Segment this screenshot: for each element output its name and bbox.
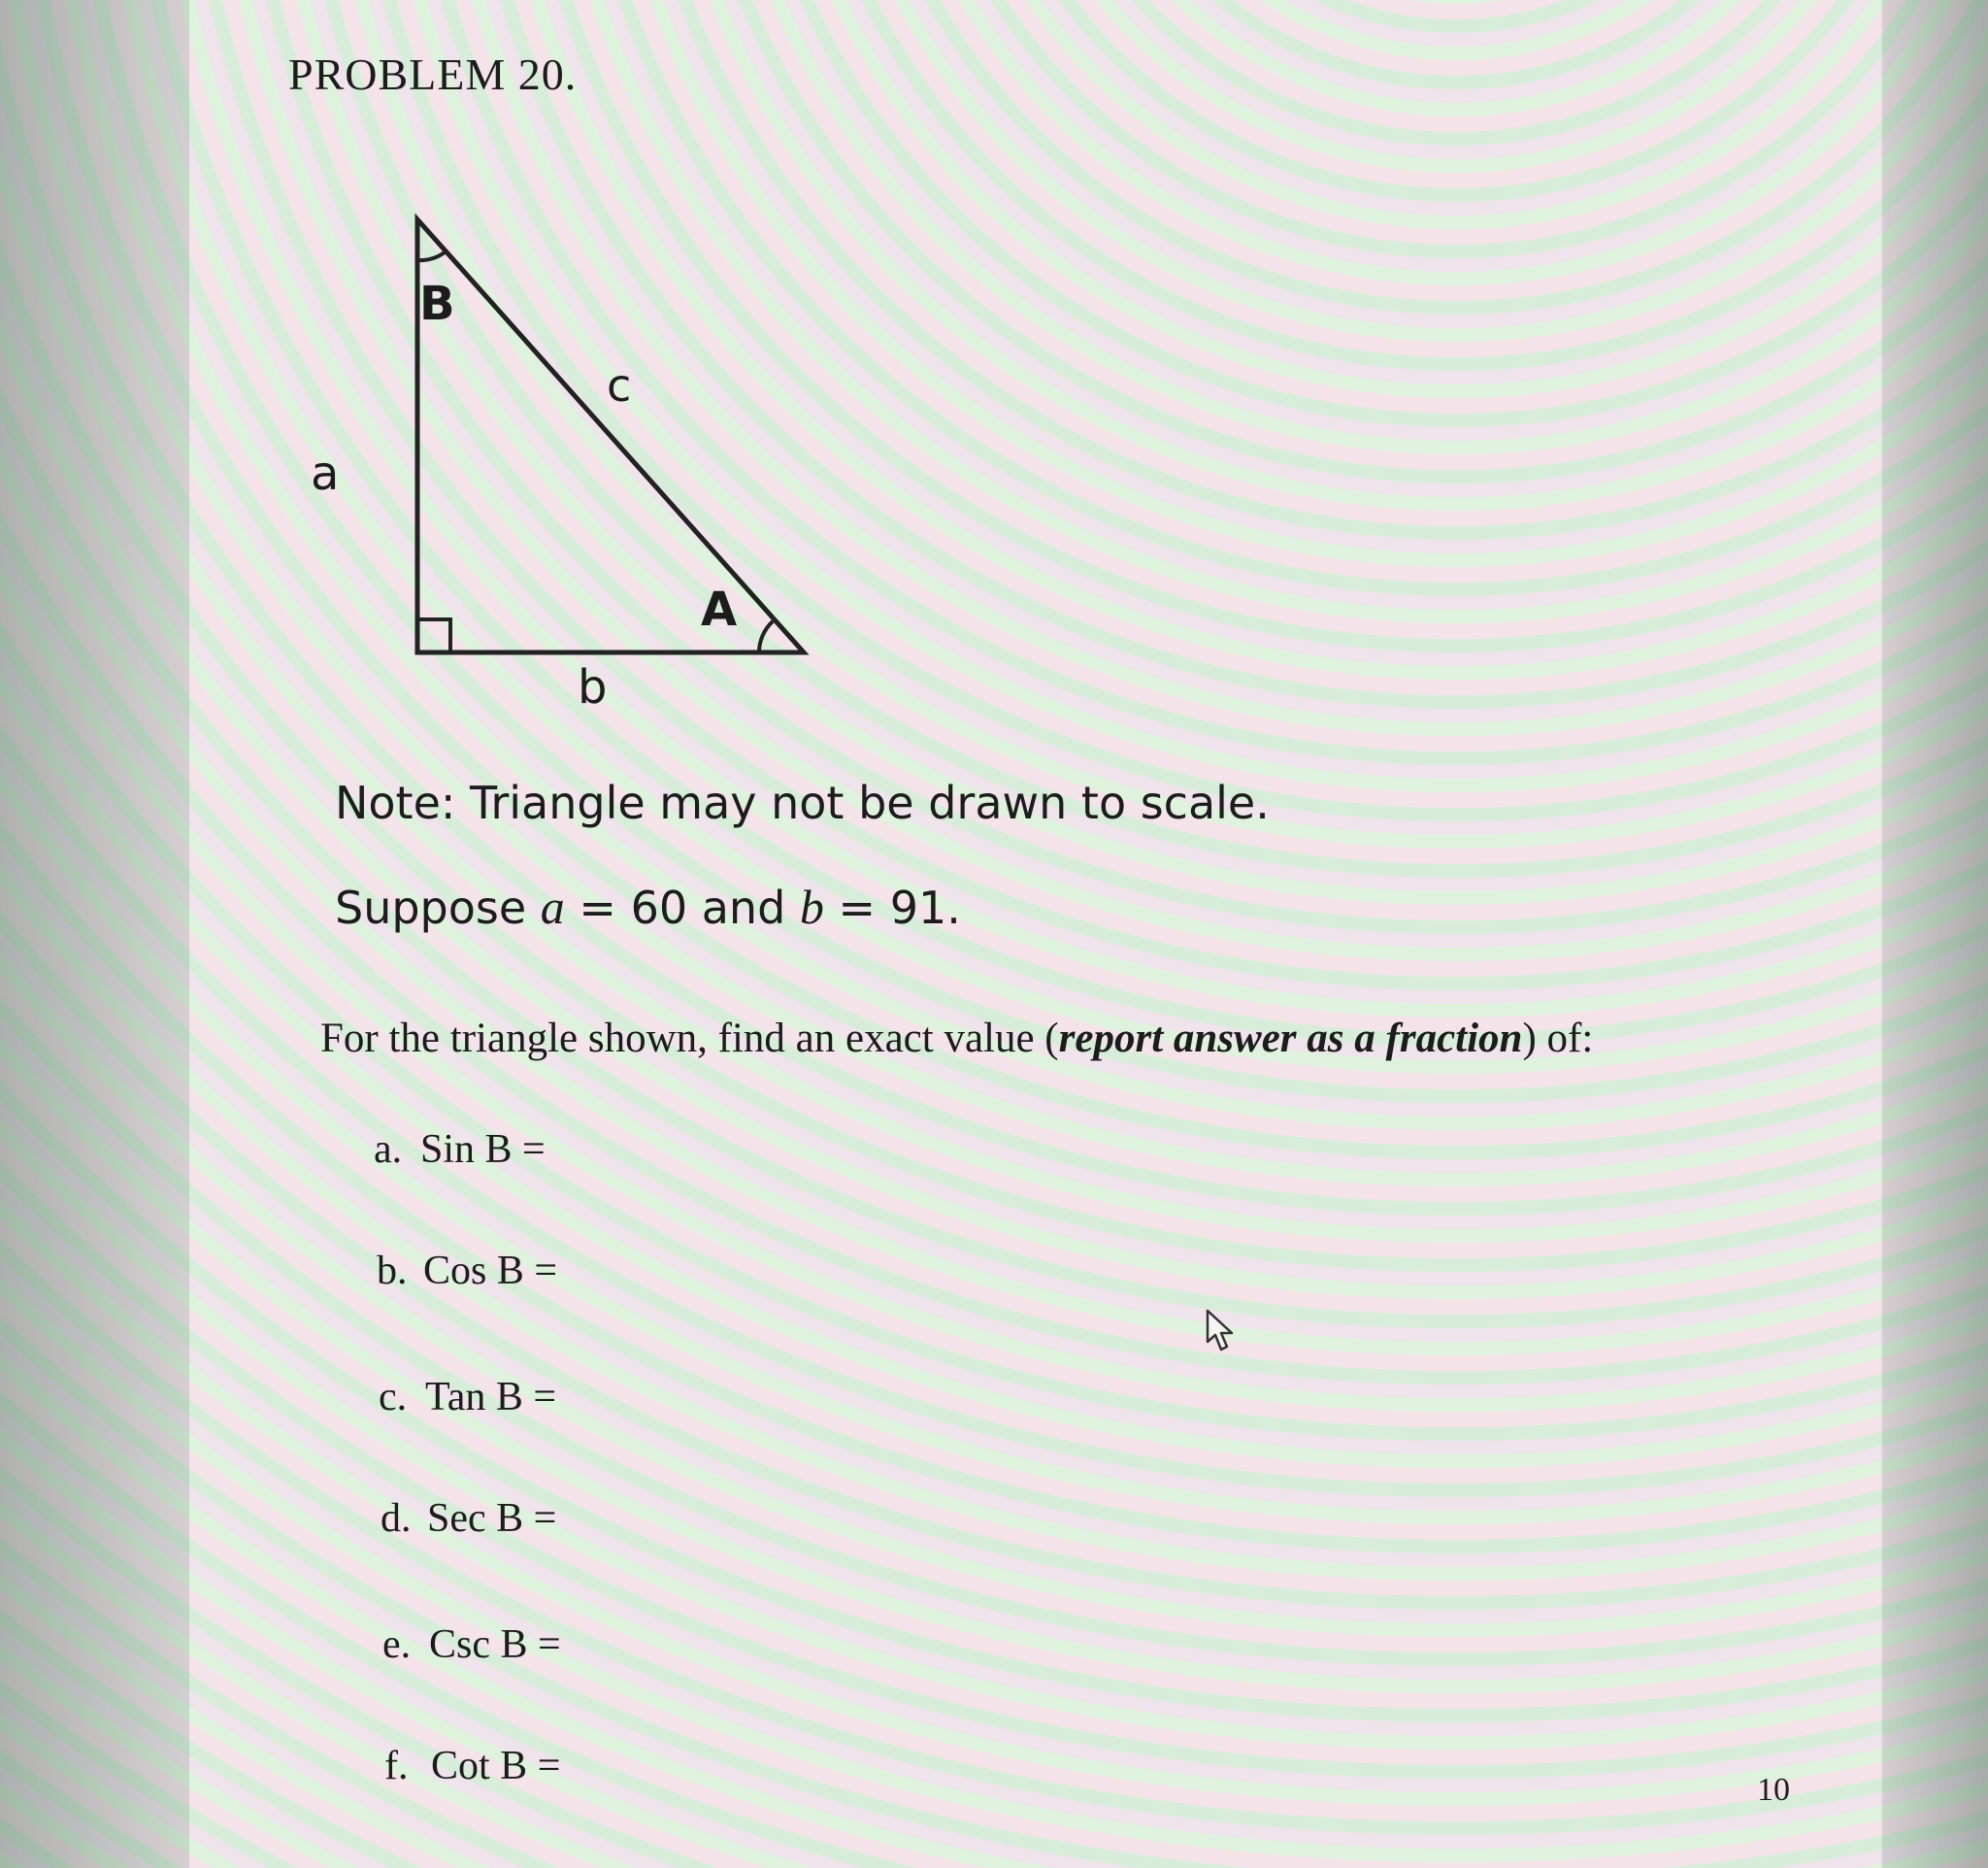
question-text: Cot B =: [431, 1744, 561, 1788]
given-eq2: = 91.: [823, 882, 961, 934]
question-cot-b: [384, 1743, 560, 1789]
monitor-bezel-right: [1881, 0, 1988, 1868]
question-tan-b: [379, 1374, 556, 1420]
right-angle-marker: [417, 619, 450, 652]
given-eq1: = 60 and: [564, 882, 800, 934]
instruction-emphasis: report answer as a fraction: [1058, 1016, 1523, 1061]
question-text: Cos B =: [423, 1249, 558, 1293]
question-text: Sec B =: [427, 1496, 557, 1541]
question-letter: d.: [381, 1496, 412, 1541]
angle-a-arc: [759, 621, 773, 652]
question-text: Sin B =: [420, 1127, 546, 1172]
instruction-after: ) of:: [1522, 1016, 1594, 1061]
problem-title: PROBLEM 20.: [288, 50, 578, 99]
given-var-b: b: [799, 880, 824, 934]
instruction-text: [320, 1015, 1593, 1062]
question-letter: a.: [374, 1127, 403, 1172]
triangle-figure: [320, 204, 845, 728]
right-triangle-diagram: [311, 204, 845, 728]
question-letter: b.: [377, 1249, 408, 1293]
question-sec-b: [381, 1495, 556, 1542]
side-label-c: c: [607, 359, 632, 412]
side-label-a: a: [311, 447, 340, 501]
given-values: [335, 879, 961, 935]
angle-b-arc: [417, 252, 445, 260]
page-number: 10: [1757, 1772, 1790, 1808]
question-cos-b: [377, 1248, 557, 1294]
vertex-label-b: B: [419, 277, 455, 331]
question-csc-b: [382, 1621, 561, 1668]
given-prefix: Suppose: [335, 882, 541, 934]
scale-note: Note: Triangle may not be drawn to scale.: [335, 777, 1270, 829]
given-var-a: a: [540, 880, 565, 934]
side-label-b: b: [578, 660, 608, 715]
question-letter: f.: [384, 1744, 409, 1788]
question-letter: e.: [382, 1622, 412, 1667]
triangle-outline: [417, 219, 804, 652]
monitor-bezel-left: [0, 0, 189, 1868]
question-text: Tan B =: [425, 1375, 557, 1419]
question-sin-b: [374, 1126, 546, 1173]
question-letter: c.: [379, 1375, 408, 1419]
question-text: Csc B =: [429, 1622, 561, 1667]
mouse-pointer-icon: [1204, 1309, 1242, 1357]
vertex-label-a: A: [701, 583, 738, 637]
instruction-before: For the triangle shown, find an exact value (: [320, 1016, 1059, 1061]
